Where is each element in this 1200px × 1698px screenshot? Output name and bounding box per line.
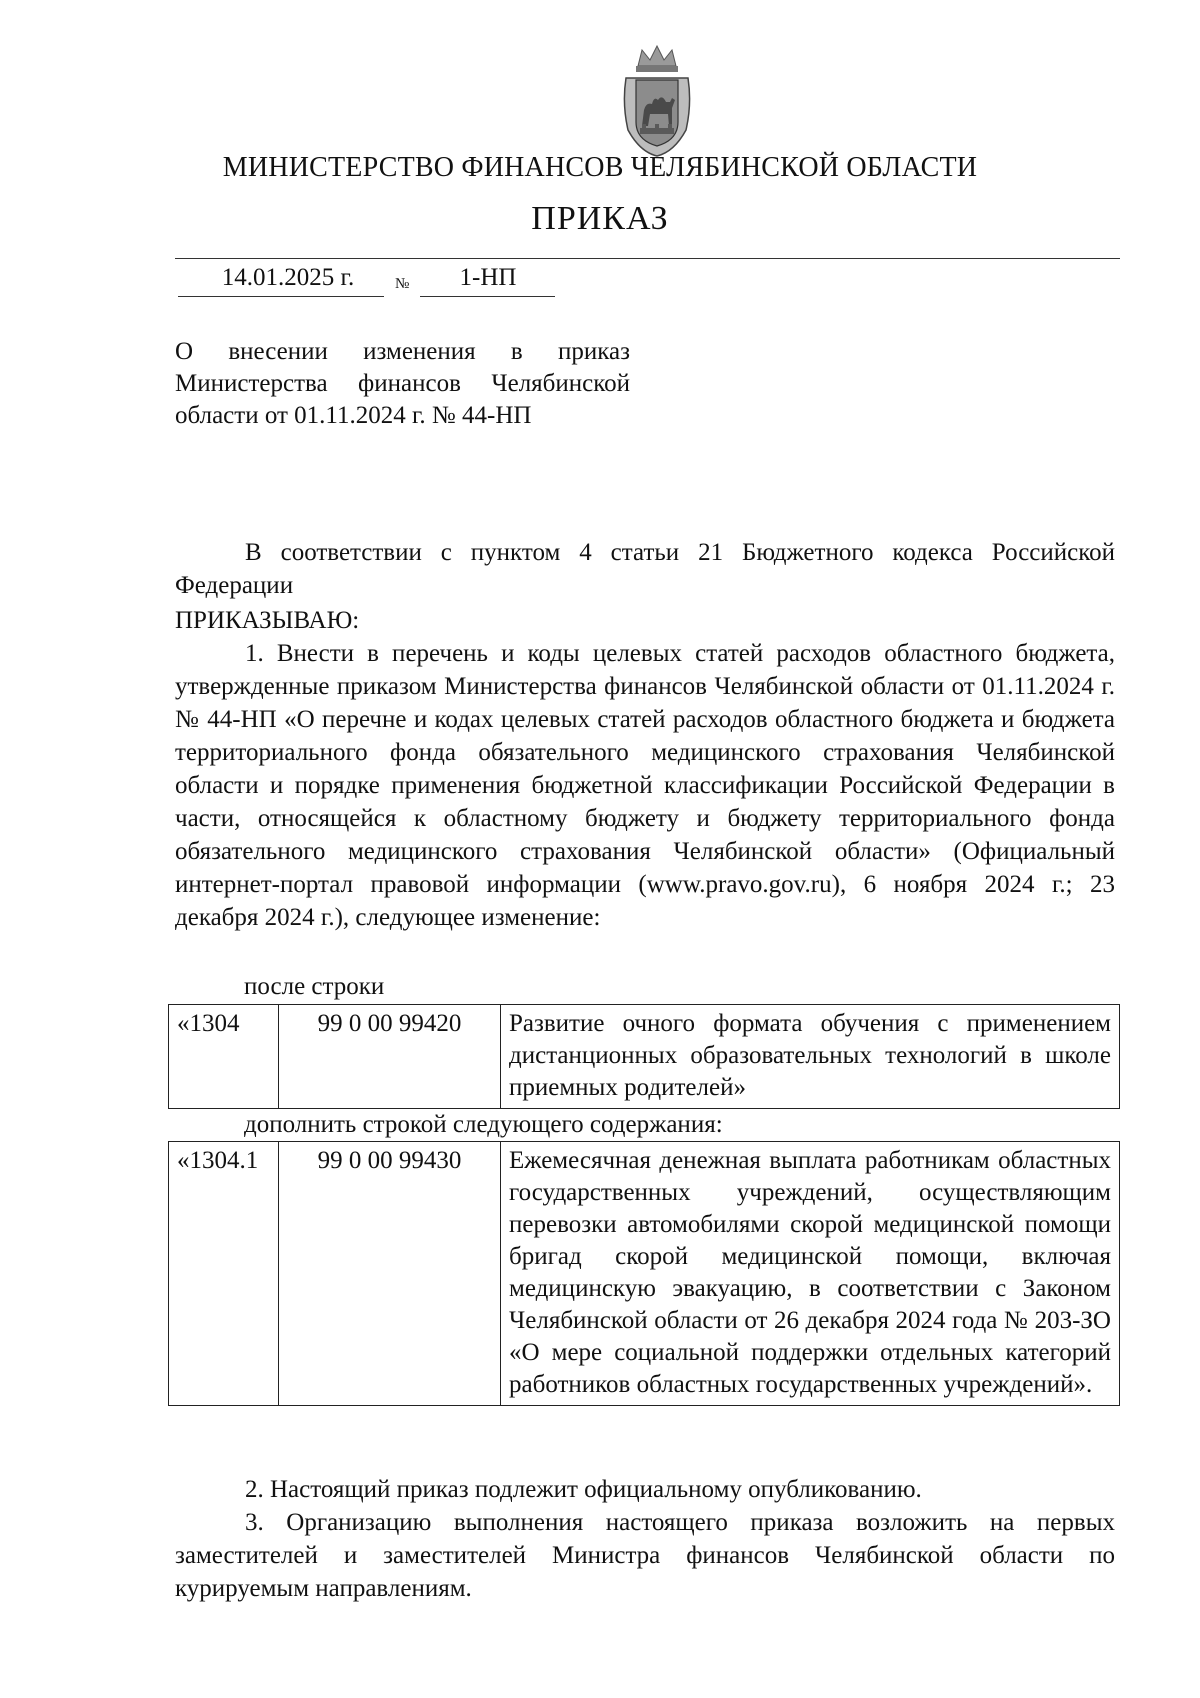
table-row bbox=[169, 1005, 1120, 1109]
document-number: 1-НП bbox=[459, 264, 517, 291]
date-underline bbox=[178, 296, 384, 297]
add-row-label: дополнить строкой следующего содержания: bbox=[244, 1111, 723, 1138]
row-code: «1304 bbox=[169, 1005, 279, 1109]
row-code: «1304.1 bbox=[169, 1142, 279, 1406]
number-sign: № bbox=[395, 276, 410, 292]
document-type: ПРИКАЗ bbox=[531, 200, 669, 237]
number-underline bbox=[420, 296, 555, 297]
article-name: Развитие очного формата обучения с применением дистанционных образовательных технологий в школе приемных родителей» bbox=[501, 1005, 1120, 1109]
existing-row-table bbox=[168, 1004, 1120, 1109]
ministry-name: МИНИСТЕРСТВО ФИНАНСОВ ЧЕЛЯБИНСКОЙ ОБЛАСТИ bbox=[222, 152, 978, 183]
paragraph-1: 1. Внести в перечень и коды целевых статей расходов областного бюджета, утвержденные приказом Министерства финансов Челябинской области от 01.11.2024 г. № 44-НП «О перечне и кодах целевых статей расходов областного бюджета и бюджета территориального фонда обязательного медицинского страхования Челябинской области и порядке применения бюджетной классификации Российской Федерации в части, относящейся к областному бюджету и бюджету территориального фонда обязательного медицинского страхования Челябинской области» (Официальный интернет-портал правовой информации (www.pravo.gov.ru), 6 ноября 2024 г.; 23 декабря 2024 г.), следующее изменение: bbox=[175, 640, 1115, 931]
article-name: Ежемесячная денежная выплата работникам областных государственных учреждений, осуществляющим перевозки автомобилями скорой медицинской помощи бригад скорой медицинской помощи, включая медицинскую эвакуацию, в соответствии с Законом Челябинской области от 26 декабря 2024 года № 203-ЗО «О мере социальной поддержки отдельных категорий работников областных государственных учреждений». bbox=[501, 1142, 1120, 1406]
paragraph-2: 2. Настоящий приказ подлежит официальному опубликованию. bbox=[245, 1476, 922, 1503]
after-row-label: после строки bbox=[244, 973, 385, 1000]
document-subject: О внесении изменения в приказ Министерства финансов Челябинской области от 01.11.2024 г. № 44-НП bbox=[175, 338, 630, 429]
header-divider bbox=[175, 258, 1120, 259]
target-code: 99 0 00 99420 bbox=[279, 1005, 501, 1109]
new-row-table bbox=[168, 1141, 1120, 1406]
paragraph-3: 3. Организацию выполнения настоящего приказа возложить на первых заместителей и заместителей Министра финансов Челябинской области по курируемым направлениям. bbox=[175, 1509, 1115, 1602]
target-code: 99 0 00 99430 bbox=[279, 1142, 501, 1406]
table-row bbox=[169, 1142, 1120, 1406]
document-date: 14.01.2025 г. bbox=[221, 264, 355, 291]
basis-paragraph: В соответствии с пунктом 4 статьи 21 Бюджетного кодекса Российской Федерации bbox=[175, 539, 1115, 599]
order-word: ПРИКАЗЫВАЮ: bbox=[175, 607, 360, 634]
coat-of-arms-icon bbox=[620, 44, 694, 160]
